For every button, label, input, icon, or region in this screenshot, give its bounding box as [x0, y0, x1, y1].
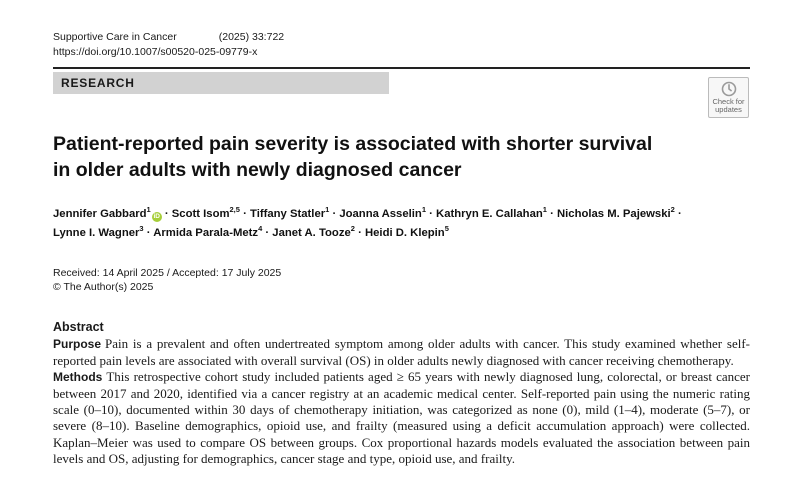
- abstract: [53, 319, 750, 468]
- abstract-purpose: [53, 336, 750, 369]
- author[interactable]: Janet A. Tooze$^2$: [272, 224, 355, 239]
- author-line-2: Lynne I. Wagner$^3$ · Armida Parala-Metz$^4$ · Janet A. Tooze$^2$ · Heidi D. Klepin$^5$: [53, 224, 449, 239]
- purpose-text: Pain is a prevalent and often undertreated symptom among older adults with cancer. This study examined whether self-reported pain levels are associated with overall survival (OS) in older adults newly diagnosed with cancer receiving chemotherapy.: [53, 336, 750, 368]
- copyright: © The Author(s) 2025: [53, 281, 154, 293]
- author[interactable]: Joanna Asselin$^1$: [339, 205, 426, 220]
- purpose-label: Purpose: [53, 337, 102, 352]
- abstract-heading: Abstract: [53, 320, 104, 334]
- section-label: RESEARCH: [53, 72, 389, 94]
- author-line-1: Jennifer Gabbard$^1$iD · Scott Isom$^{2,5}$ · Tiffany Statler$^1$ · Joanna Asselin$^1$ · Kathryn E. Callahan$^1$ · Nicholas M. Pajewski$^2$ ·: [53, 205, 682, 220]
- doi-link[interactable]: https://doi.org/10.1007/s00520-025-09779-x: [53, 46, 258, 58]
- author[interactable]: Lynne I. Wagner$^3$: [53, 224, 144, 239]
- methods-text: This retrospective cohort study included patients aged ≥ 65 years with newly diagnosed lung, colorectal, or breast cancer between 2017 and 2020, identified via a cancer registry at an academic medical center. Self-reported pain using the numeric rating scale (0–10), documented within 30 days of chemotherapy initiation, was categorized as none (0), mild (1–4), moderate (5–7), or severe (8–10). Baseline demographics, opioid use, and frailty (measured using a deficit accumulation approach) were collected. Kaplan–Meier was used to compare OS between groups. Cox proportional hazards models evaluated the association between pain levels and OS, adjusting for demographics, cancer stage and type, opioid use, and frailty.: [53, 369, 750, 467]
- check-updates-line1: Check for: [712, 97, 745, 106]
- author[interactable]: Kathryn E. Callahan$^1$: [436, 205, 547, 220]
- journal-header: [53, 30, 284, 60]
- author-list: [53, 205, 763, 243]
- title-line-1: Patient-reported pain severity is associated with shorter survival: [53, 133, 653, 155]
- article-dates: [53, 266, 281, 294]
- check-updates-line2: updates: [715, 105, 742, 114]
- article-title: [53, 131, 693, 183]
- author[interactable]: Heidi D. Klepin$^5$: [364, 224, 449, 239]
- header-rule: [53, 67, 750, 69]
- journal-name: Supportive Care in Cancer: [53, 31, 177, 43]
- citation: (2025) 33:722: [218, 31, 285, 43]
- author[interactable]: Scott Isom$^{2,5}$: [171, 205, 240, 220]
- methods-label: Methods: [53, 370, 103, 385]
- author[interactable]: Armida Parala-Metz$^4$: [153, 224, 263, 239]
- author[interactable]: Tiffany Statler$^1$: [250, 205, 330, 220]
- author[interactable]: Nicholas M. Pajewski$^2$: [556, 205, 675, 220]
- author[interactable]: Jennifer Gabbard$^1$iD: [53, 205, 160, 220]
- orcid-icon[interactable]: iD: [153, 213, 160, 220]
- check-updates-icon: [721, 81, 737, 97]
- abstract-methods: [53, 369, 750, 467]
- received-accepted: Received: 14 April 2025 / Accepted: 17 July 2025: [53, 267, 282, 279]
- title-line-2: in older adults with newly diagnosed cancer: [53, 159, 462, 181]
- check-for-updates-button[interactable]: [708, 77, 749, 118]
